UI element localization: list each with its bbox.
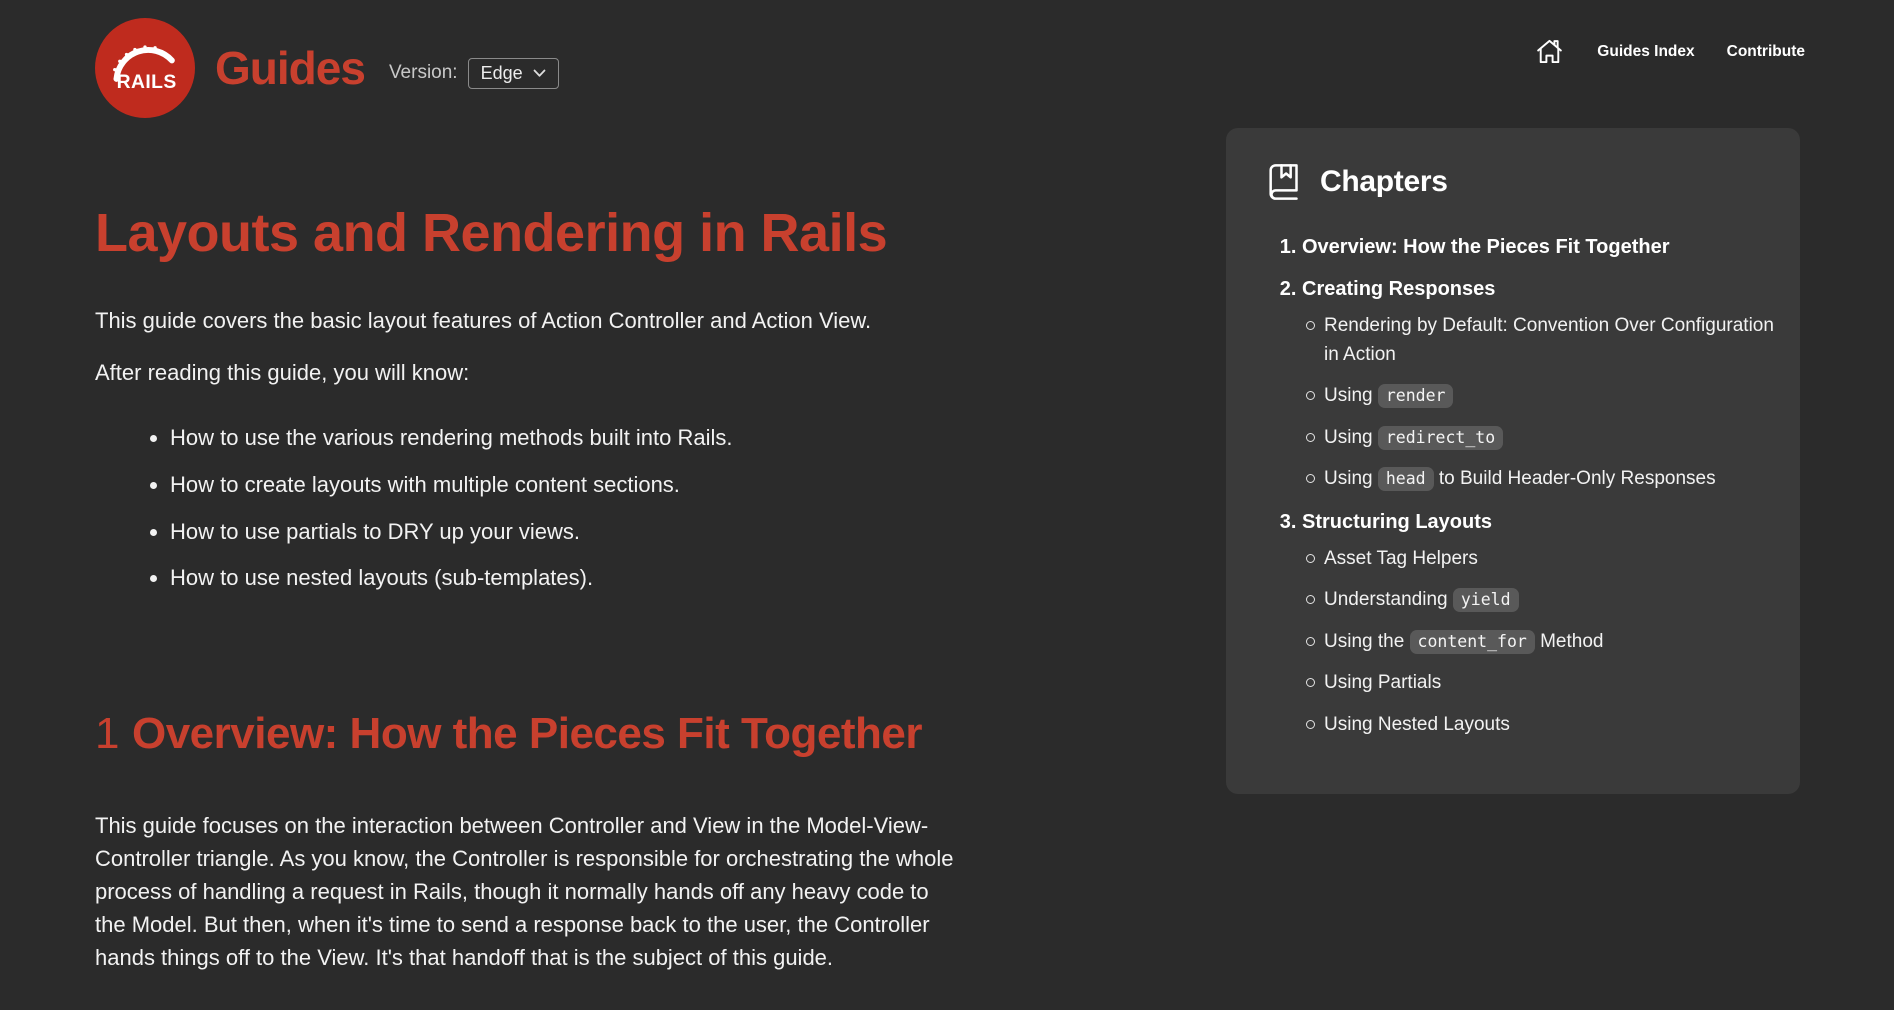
nav-guides-index[interactable]: Guides Index <box>1597 42 1695 60</box>
inline-code: render <box>1378 384 1454 408</box>
inline-code: redirect_to <box>1378 426 1503 450</box>
chapter-sub-link[interactable]: Using Nested Layouts <box>1305 711 1784 740</box>
chapter-sub-link[interactable]: Using render <box>1305 382 1784 411</box>
nav-contribute[interactable]: Contribute <box>1726 42 1805 60</box>
chapter-sub-link[interactable]: Understanding yield <box>1305 586 1784 615</box>
chapters-panel <box>1226 128 1800 794</box>
chapter-link[interactable]: Overview: How the Pieces Fit Together <box>1302 236 1670 258</box>
learn-item: • How to create layouts with multiple content sections. <box>170 470 1000 500</box>
chapter-sublist <box>1302 545 1784 740</box>
chapters-header <box>1264 162 1784 202</box>
chapter-item <box>1302 234 1784 261</box>
chapter-sub-link[interactable]: Using Partials <box>1305 669 1784 698</box>
chapter-sub-link[interactable]: Using redirect_to <box>1305 424 1784 453</box>
inline-code: yield <box>1453 588 1519 612</box>
version-value: Edge <box>480 62 523 83</box>
learn-item: • How to use partials to DRY up your views. <box>170 517 1000 547</box>
article <box>95 0 1000 974</box>
chapter-link[interactable]: Structuring Layouts <box>1302 510 1493 533</box>
chapter-sub-link[interactable]: Asset Tag Helpers <box>1305 545 1784 574</box>
logo-text: RAILS <box>116 72 177 94</box>
chapter-sublist <box>1302 312 1784 494</box>
chapter-link[interactable]: Creating Responses <box>1302 278 1496 300</box>
intro-paragraph-2: After reading this guide, you will know: <box>95 360 470 386</box>
chapters-title: Chapters <box>1320 165 1448 198</box>
learn-item: • How to use the various rendering methods built into Rails. <box>170 423 1000 453</box>
chapter-sub-link[interactable]: Using the content_for Method <box>1305 628 1784 657</box>
guides-brand[interactable]: Guides <box>215 42 365 94</box>
section-heading <box>95 709 1000 759</box>
intro-paragraph-1: This guide covers the basic layout features of Action Controller and Action View. <box>95 308 872 334</box>
chapter-item <box>1302 276 1784 494</box>
chapter-sub-link[interactable]: Rendering by Default: Convention Over Configuration in Action <box>1305 312 1784 369</box>
inline-code: content_for <box>1410 630 1535 654</box>
version-label: Version: <box>388 62 458 83</box>
home-icon <box>1534 36 1565 67</box>
chapters-list <box>1264 234 1784 739</box>
chapter-sub-link[interactable]: Using head to Build Header-Only Responses <box>1305 465 1784 494</box>
section-number: 1 <box>95 709 119 758</box>
inline-code: head <box>1378 467 1434 491</box>
top-nav <box>1534 36 1805 67</box>
body-paragraph: This guide focuses on the interaction between Controller and View in the Model-View-Controller triangle. As you know, the Controller is responsible for orchestrating the whole process of handling a request in Rails, though it normally hands off any heavy code to the Model. But then, when it's time to send a response back to the user, the Controller hands things off to the View. It's that handoff that is the subject of this guide. <box>95 813 954 970</box>
section-title: Overview: How the Pieces Fit Together <box>131 709 922 758</box>
page-title: Layouts and Rendering in Rails <box>95 203 888 263</box>
home-link[interactable] <box>1534 36 1565 67</box>
learn-item: • How to use nested layouts (sub-templates). <box>170 563 1000 593</box>
book-icon <box>1264 162 1304 202</box>
chapter-item <box>1302 509 1784 740</box>
learn-list <box>95 423 1000 593</box>
